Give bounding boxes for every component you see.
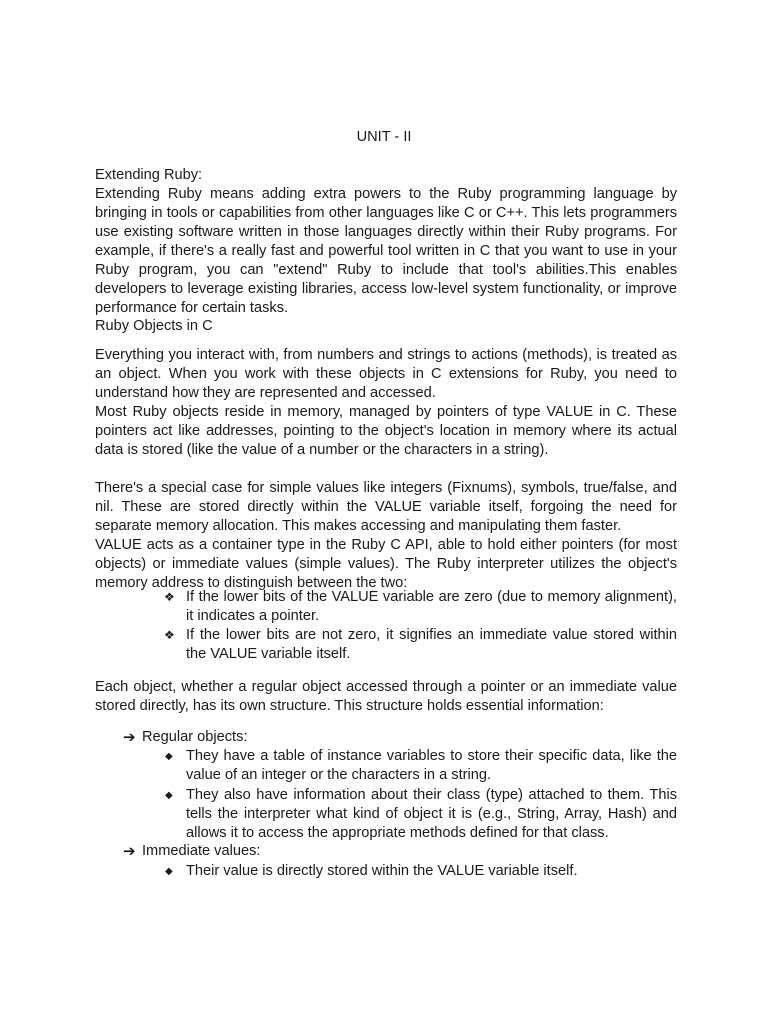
arrow-icon: ➔ — [123, 843, 136, 860]
list-item: They also have information about their class (type) attached to them. This tells the interpreter what kind of object it is (e.g., String, Array, Hash) and allows it to access the appropriate methods defined for that class. — [186, 787, 677, 841]
list-item: If the lower bits of the VALUE variable are zero (due to memory alignment), it indicates a pointer. — [186, 589, 677, 624]
group-label-regular-objects: Regular objects: — [142, 729, 248, 745]
section-heading-extending-ruby: Extending Ruby: — [95, 167, 203, 183]
paragraph: Everything you interact with, from numbers and strings to actions (methods), is treated as an object. When you work with these objects in C extensions for Ruby, you need to understand how they are represented and accessed. — [95, 347, 677, 401]
paragraph: Each object, whether a regular object accessed through a pointer or an immediate value stored directly, has its own structure. This structure holds essential information: — [95, 679, 677, 714]
paragraph: VALUE acts as a container type in the Ruby C API, able to hold either pointers (for most objects) or immediate values (simple values). The Ruby interpreter utilizes the object's memory address to distinguish between the two: — [95, 537, 677, 591]
page-title: UNIT - II — [356, 129, 412, 145]
small-diamond-bullet-icon: ◆ — [165, 866, 173, 877]
diamond-bullet-icon: ❖ — [164, 628, 175, 642]
small-diamond-bullet-icon: ◆ — [165, 751, 173, 762]
diamond-bullet-icon: ❖ — [164, 590, 175, 604]
list-item: They have a table of instance variables to store their specific data, like the value of an integer or the characters in a string. — [186, 748, 677, 783]
group-label-immediate-values: Immediate values: — [142, 843, 261, 859]
list-item: If the lower bits are not zero, it signifies an immediate value stored within the VALUE variable itself. — [186, 627, 677, 662]
small-diamond-bullet-icon: ◆ — [165, 790, 173, 801]
paragraph: Extending Ruby means adding extra powers to the Ruby programming language by bringing in tools or capabilities from other languages like C or C++. This lets programmers use existing software written in those languages directly within their Ruby programs. For example, if there's a really fast and powerful tool written in C that you want to use in your Ruby program, you can "extend" Ruby to include that tool's abilities.This enables developers to leverage existing libraries, access low-level system functionality, or improve performance for certain tasks. — [95, 186, 677, 316]
list-item: Their value is directly stored within the VALUE variable itself. — [186, 863, 578, 879]
paragraph: Most Ruby objects reside in memory, managed by pointers of type VALUE in C. These pointers act like addresses, pointing to the object's location in memory where its actual data is stored (like the value of a number or the characters in a string). — [95, 404, 677, 458]
arrow-icon: ➔ — [123, 729, 136, 746]
paragraph: There's a special case for simple values like integers (Fixnums), symbols, true/false, and nil. These are stored directly within the VALUE variable itself, forgoing the need for separate memory allocation. This makes accessing and manipulating them faster. — [95, 480, 677, 534]
section-heading-ruby-objects: Ruby Objects in C — [95, 318, 213, 334]
